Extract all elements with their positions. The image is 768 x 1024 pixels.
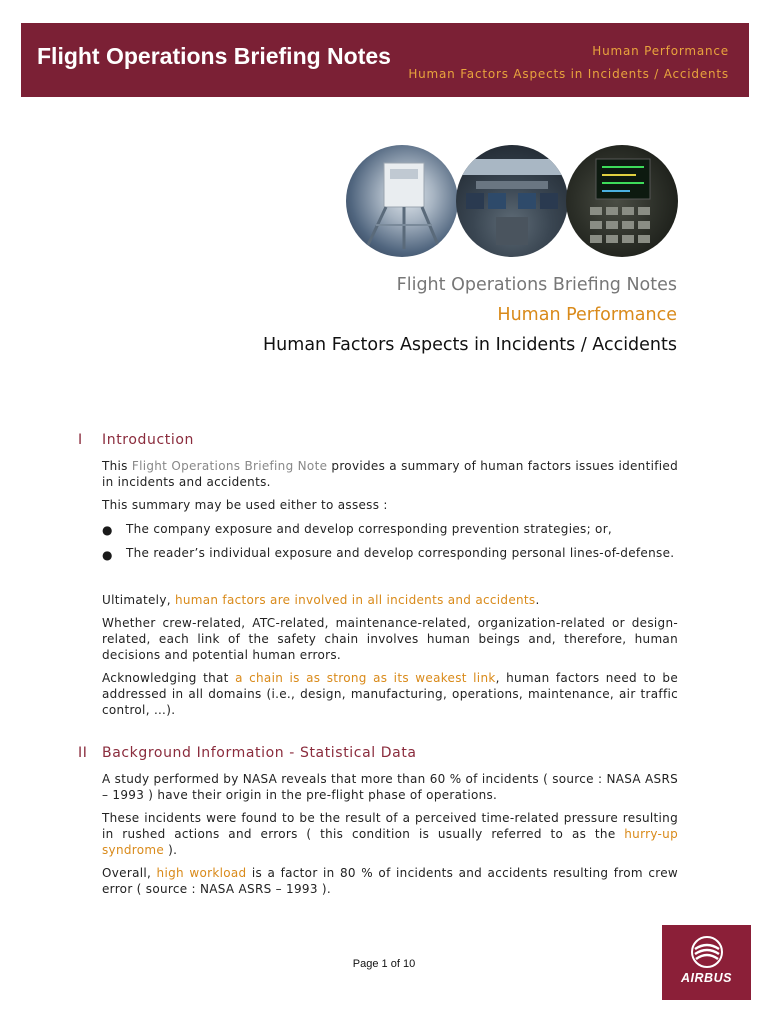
text-run: ). [164, 843, 178, 857]
note-reference: Flight Operations Briefing Note [131, 459, 328, 473]
bullet-dot: ● [102, 548, 113, 562]
section-2-title: Background Information - Statistical Data [102, 745, 417, 761]
cockpit-panel-photo [456, 145, 568, 257]
section-2-heading [78, 745, 417, 761]
airbus-logo [662, 925, 751, 1000]
section-1-heading [78, 432, 194, 448]
page-number: Page 1 of 10 [352, 958, 416, 970]
text-run: Overall, [102, 866, 157, 880]
doc-title: Human Factors Aspects in Incidents / Accidents [263, 335, 677, 355]
text-run: Ultimately, [102, 593, 175, 607]
text-run: , human factors need to be addressed in all domains (i.e., design, manufacturing, operations, maintenance, air traffic control, …). [102, 671, 678, 717]
text-run: These incidents were found to be the result of a perceived time-related pressure resulting in rushed actions and errors ( this condition is usually referred to as the [102, 811, 678, 841]
header-banner [21, 23, 749, 97]
text-run: provides a summary of human factors issues identified in incidents and accidents. [102, 459, 678, 489]
section-1-title: Introduction [102, 432, 194, 448]
paragraph: Whether crew-related, ATC-related, maintenance-related, organization-related or design-related, each link of the safety chain involves human beings and, therefore, human decisions and potential human errors. [102, 616, 678, 662]
bullet-item: The company exposure and develop corresponding prevention strategies; or, [126, 522, 613, 536]
highlight-text: a chain is as strong as its weakest link [235, 671, 496, 685]
banner-subtitle-1: Human Performance [592, 44, 729, 58]
paragraph: A study performed by NASA reveals that more than 60 % of incidents ( source : NASA ASRS – 1993 ) have their origin in the pre-flight phase of operations. [102, 772, 678, 802]
section-2-number: II [78, 745, 88, 761]
fms-display-photo [566, 145, 678, 257]
banner-title: Flight Operations Briefing Notes [37, 43, 391, 69]
cockpit-photos [346, 145, 678, 257]
doc-category: Human Performance [497, 305, 677, 325]
text-run: This [102, 459, 132, 473]
paragraph: This summary may be used either to assess : [102, 498, 388, 512]
highlight-text: high workload [156, 866, 247, 880]
section-1-number: I [78, 432, 83, 448]
text-run: . [535, 593, 540, 607]
paragraph [102, 865, 678, 897]
airbus-swirl-icon [690, 935, 724, 969]
highlight-text: human factors are involved in all incidents and accidents [174, 593, 536, 607]
paragraph [102, 670, 678, 718]
banner-subtitle-2: Human Factors Aspects in Incidents / Accidents [408, 67, 729, 81]
paragraph [102, 458, 678, 490]
highlight-text: hurry-up syndrome [102, 827, 678, 857]
paragraph [102, 592, 678, 608]
simulator-photo [346, 145, 458, 257]
banner-subtitles [408, 40, 729, 86]
text-run: Acknowledging that [102, 671, 236, 685]
document-title-block [263, 270, 677, 360]
logo-wordmark: AIRBUS [681, 971, 732, 985]
doc-series-title: Flight Operations Briefing Notes [396, 275, 677, 295]
bullet-item: The reader’s individual exposure and develop corresponding personal lines-of-defense. [126, 546, 675, 560]
paragraph [102, 810, 678, 858]
bullet-dot: ● [102, 523, 113, 537]
text-run: is a factor in 80 % of incidents and accidents resulting from crew error ( source : NASA ASRS – 1993 ). [102, 866, 679, 896]
